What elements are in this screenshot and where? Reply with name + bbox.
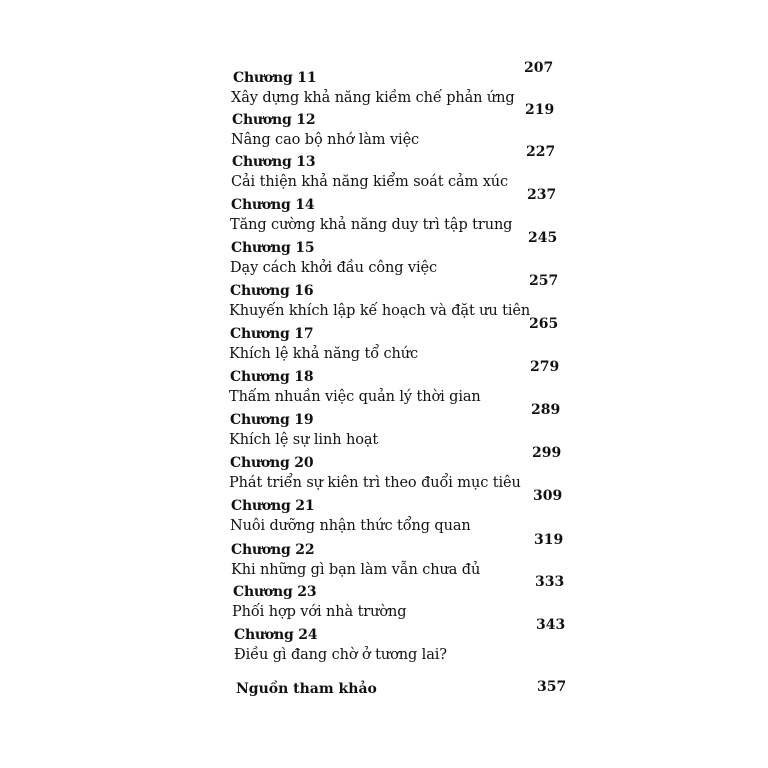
page-number: 245 — [528, 230, 558, 246]
page-number: 279 — [530, 359, 560, 375]
toc-entry-chapter-17 — [0, 316, 768, 370]
page-number: 237 — [527, 187, 557, 203]
chapter-title: Khích lệ sự linh hoạt — [229, 432, 379, 448]
page-number: 257 — [529, 273, 559, 289]
chapter-title: Nuôi dưỡng nhận thức tổng quan — [230, 518, 471, 534]
chapter-title: Phát triển sự kiên trì theo đuổi mục tiêu — [229, 475, 521, 491]
page-number: 227 — [526, 144, 556, 160]
page-number: 265 — [529, 316, 559, 332]
chapter-number: Chương 13 — [232, 154, 316, 170]
page-number: 357 — [537, 679, 567, 695]
page-number: 343 — [536, 617, 566, 633]
chapter-number: Chương 11 — [233, 70, 317, 86]
chapter-number: Chương 24 — [234, 627, 318, 643]
toc-entry-chapter-18 — [0, 359, 768, 413]
toc-entry-chapter-16 — [0, 273, 768, 327]
toc-entry-references — [0, 681, 768, 705]
chapter-title: Phối hợp với nhà trường — [232, 604, 407, 620]
references-label: Nguồn tham khảo — [236, 681, 377, 697]
chapter-number: Chương 22 — [231, 542, 315, 558]
page-number: 299 — [532, 445, 562, 461]
chapter-title: Điều gì đang chờ ở tương lai? — [234, 647, 447, 663]
chapter-title: Nâng cao bộ nhớ làm việc — [231, 132, 420, 148]
toc-entry-chapter-20 — [0, 445, 768, 499]
chapter-number: Chương 20 — [230, 455, 314, 471]
toc-entry-chapter-14 — [0, 187, 768, 241]
chapter-title: Cải thiện khả năng kiểm soát cảm xúc — [231, 174, 509, 190]
chapter-number: Chương 23 — [233, 584, 317, 600]
chapter-number: Chương 19 — [230, 412, 314, 428]
chapter-title: Dạy cách khởi đầu công việc — [230, 260, 438, 276]
page-number: 219 — [525, 102, 555, 118]
chapter-number: Chương 14 — [231, 197, 315, 213]
chapter-title: Tăng cường khả năng duy trì tập trung — [230, 217, 513, 233]
toc-entry-chapter-12 — [0, 102, 768, 156]
chapter-number: Chương 17 — [230, 326, 314, 342]
chapter-number: Chương 21 — [231, 498, 315, 514]
page-number: 309 — [533, 488, 563, 504]
toc-entry-chapter-11 — [0, 60, 768, 114]
chapter-number: Chương 12 — [232, 112, 316, 128]
chapter-title: Khi những gì bạn làm vẫn chưa đủ — [231, 562, 481, 578]
page-number: 319 — [534, 532, 564, 548]
toc-entry-chapter-19 — [0, 402, 768, 456]
chapter-number: Chương 15 — [231, 240, 315, 256]
page-number: 207 — [524, 60, 554, 76]
chapter-number: Chương 16 — [230, 283, 314, 299]
toc-entry-chapter-13 — [0, 144, 768, 198]
chapter-title: Xây dựng khả năng kiềm chế phản ứng — [231, 90, 515, 106]
page-number: 289 — [531, 402, 561, 418]
toc-entry-chapter-23 — [0, 574, 768, 628]
toc-entry-chapter-24 — [0, 617, 768, 671]
toc-entry-chapter-15 — [0, 230, 768, 284]
chapter-title: Thấm nhuần việc quản lý thời gian — [229, 389, 481, 405]
toc-entry-chapter-21 — [0, 488, 768, 542]
toc-entry-chapter-22 — [0, 532, 768, 586]
page-number: 333 — [535, 574, 565, 590]
chapter-title: Khuyến khích lập kế hoạch và đặt ưu tiên — [229, 303, 531, 319]
chapter-title: Khích lệ khả năng tổ chức — [229, 346, 419, 362]
chapter-number: Chương 18 — [230, 369, 314, 385]
